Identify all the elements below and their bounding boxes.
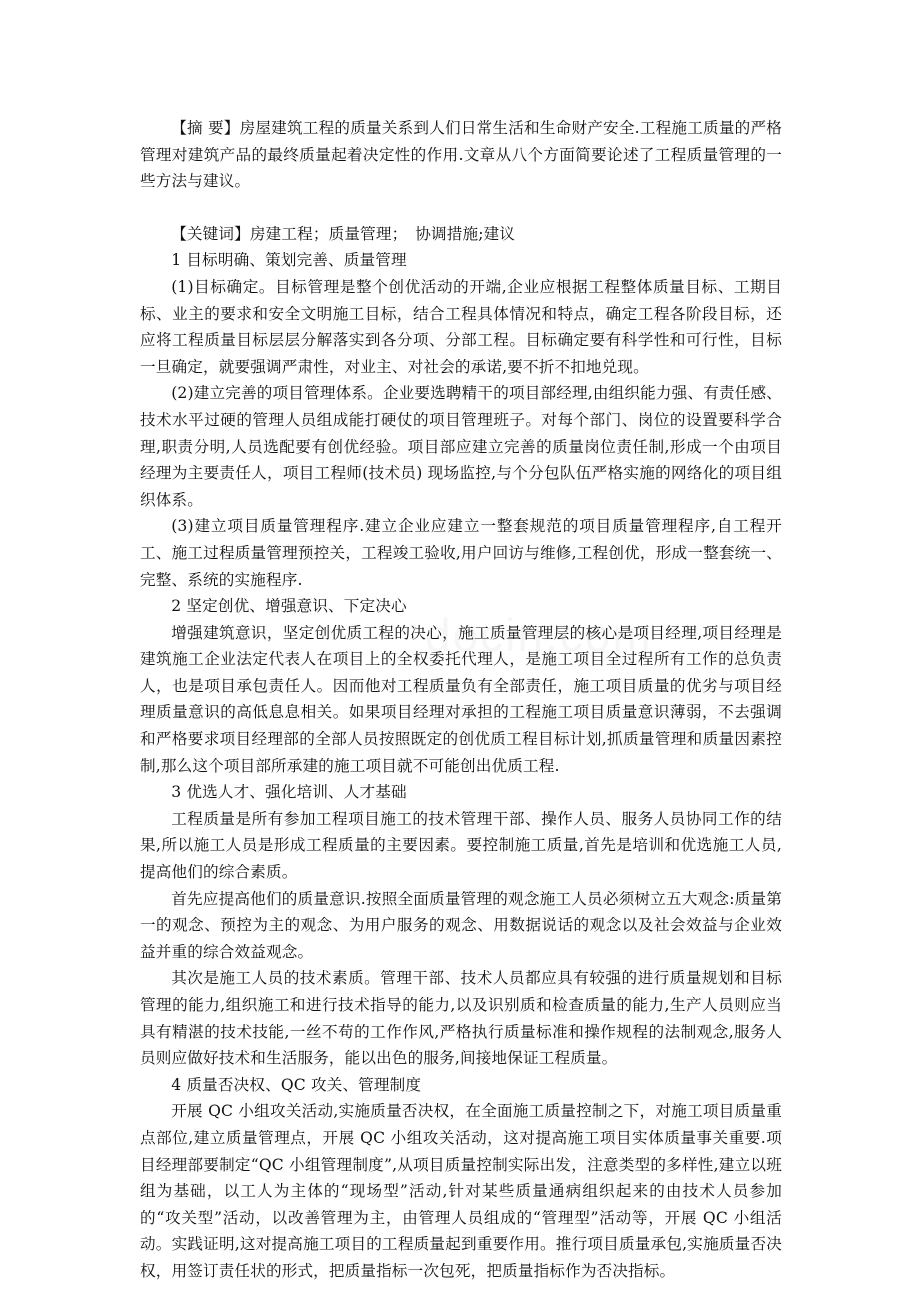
section-1-paragraph-1: (1)目标确定。目标管理是整个创优活动的开端,企业应根据工程整体质量目标、工期目标、业主的要求和安全文明施工目标，结合工程具体情况和特点，确定工程各阶段目标，还应将工程质量目标层层分解落实到各分项、分部工程。目标确定要有科学性和可行性，目标一旦确定，就要强调严肃性，对业主、对社会的承诺,要不折不扣地兑现。	[140, 277, 782, 376]
section-4-paragraph-1: 开展 QC 小组攻关活动,实施质量否决权，在全面施工质量控制之下，对施工项目质量重点部位,建立质量管理点，开展 QC 小组攻关活动，这对提高施工项目实体质量事关重要.项目经理部要制定“QC 小组管理制度”,从项目质量控制实际出发，注意类型的多样性,建立以班组为基础，以工人为主体的“现场型”活动,针对某些质量通病组织起来的由技术人员参加的“攻关型”活动，以改善管理为主，由管理人员组成的“管理型”活动等，开展 QC 小组活动。实践证明,这对提高施工项目的工程质量起到重要作用。推行项目质量承包,实施质量否决权，用签订责任状的形式，把质量指标一次包死，把质量指标作为否决指标。	[140, 1102, 782, 1280]
abstract-paragraph: 【摘 要】房屋建筑工程的质量关系到人们日常生活和生命财产安全.工程施工质量的严格管理对建筑产品的最终质量起着决定性的作用.文章从八个方面简要论述了工程质量管理的一些方法与建议。	[140, 119, 782, 191]
paragraph-spacer	[140, 195, 782, 221]
section-3-paragraph-1: 工程质量是所有参加工程项目施工的技术管理干部、操作人员、服务人员协同工作的结果,所以施工人员是形成工程质量的主要因素。要控制施工质量,首先是培训和优选施工人员,提高他们的综合素质。	[140, 809, 782, 882]
keywords-paragraph: 【关键词】房建工程；质量管理； 协调措施;建议	[171, 224, 516, 243]
section-2-paragraph-1: 增强建筑意识，坚定创优质工程的决心，施工质量管理层的核心是项目经理,项目经理是建筑施工企业法定代表人在项目上的全权委托代理人，是施工项目全过程所有工作的总负责人，也是项目承包责任人。因而他对工程质量负有全部责任，施工项目质量的优劣与项目经理质量意识的高低息息相关。如果项目经理对承担的工程施工项目质量意识薄弱，不去强调和严格要求项目经理部的全部人员按照既定的创优质工程目标计划,抓质量管理和质量因素控制,那么这个项目部所承建的施工项目就不可能创出优质工程.	[140, 623, 782, 775]
section-4-heading: 4 质量否决权、QC 攻关、管理制度	[171, 1075, 422, 1094]
section-1-heading: 1 目标明确、策划完善、质量管理	[171, 251, 407, 270]
section-3-paragraph-2: 首先应提高他们的质量意识.按照全面质量管理的观念施工人员必须树立五大观念:质量第一的观念、预控为主的观念、为用户服务的观念、用数据说话的观念以及社会效益与企业效益并重的综合效益观念。	[140, 889, 782, 961]
section-3-heading: 3 优选人才、强化培训、人才基础	[171, 783, 407, 802]
document-body	[140, 115, 782, 1285]
section-1-paragraph-2: (2)建立完善的项目管理体系。企业要选聘精干的项目部经理,由组织能力强、有责任感、技术水平过硬的管理人员组成能打硬仗的项目管理班子。对每个部门、岗位的设置要科学合理,职责分明,人员选配要有创优经验。项目部应建立完善的质量岗位责任制,形成一个由项目经理为主要责任人，项目工程师(技术员) 现场监控,与个分包队伍严格实施的网络化的项目组织体系。	[140, 384, 782, 509]
section-2-heading: 2 坚定创优、增强意识、下定决心	[171, 597, 407, 616]
section-1-paragraph-3: (3)建立项目质量管理程序.建立企业应建立一整套规范的项目质量管理程序,自工程开工、施工过程质量管理预控关，工程竣工验收,用户回访与维修,工程创优，形成一整套统一、完整、系统的实施程序.	[140, 517, 782, 589]
section-3-paragraph-3: 其次是施工人员的技术素质。管理干部、技术人员都应具有较强的进行质量规划和目标管理的能力,组织施工和进行技术指导的能力,以及识别质和检查质量的能力,生产人员则应当具有精湛的技术技能,一丝不苟的工作作风,严格执行质量标准和操作规程的法制观念,服务人员则应做好技术和生活服务，能以出色的服务,间接地保证工程质量。	[140, 969, 782, 1068]
